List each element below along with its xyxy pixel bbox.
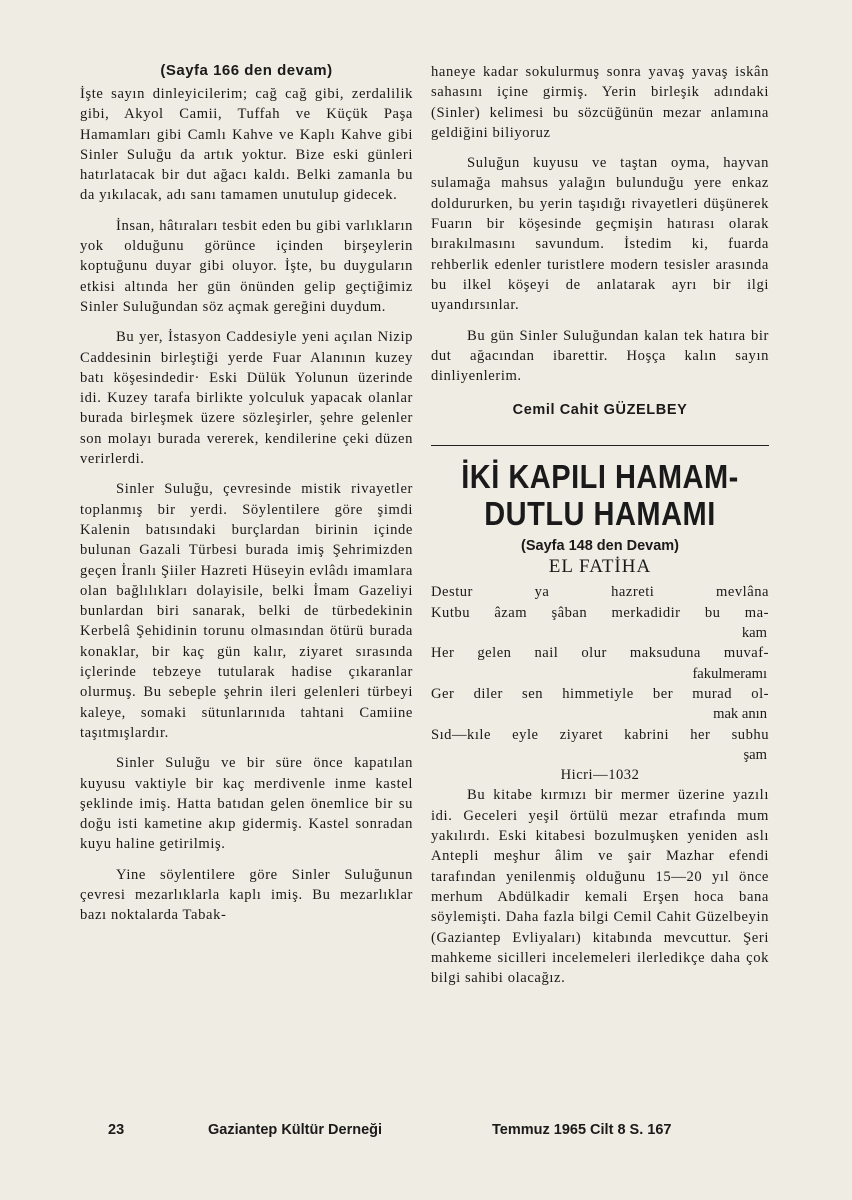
verse-continuation: şam bbox=[743, 746, 767, 763]
right-column bbox=[431, 62, 769, 988]
verse-continuation: fakulmeramı bbox=[692, 665, 767, 682]
page-number: 23 bbox=[108, 1122, 125, 1138]
article-title: İKİ KAPILI HAMAM-DUTLU HAMAMI bbox=[461, 459, 739, 534]
paragraph: İşte sayın dinleyicilerim; cağ cağ gibi, zerdalilik gibi, Akyol Camii, Tuffah ve Küçük Paşa Hamamları gibi Camlı Kahve ve Kaplı Kahve gibi Sinler Suluğu da artık yoktur. Bize eski günleri hatırlatacak bir dut ağacı kaldı. Belki zamanla bu da yıkılacak, adı sanı tamamen unutulup gidecek. bbox=[80, 86, 413, 204]
section-divider bbox=[431, 445, 769, 446]
paragraph: Bu yer, İstasyon Caddesiyle yeni açılan Nizip Caddesinin birleştiği yerde Fuar Alanının kuzey batı köşesindedir· Eski Dülük Yolunun üzerinde idi. Kuzey tarafa birlikte yolculuk yapacak olanlar burada birleşmek üzere sözleşirler, şehre gelenler son molayı burada vererek, kendilerine çeki düzen verirlerdi. bbox=[80, 329, 413, 468]
paragraph: İnsan, hâtıraları tesbit eden bu gibi varlıkların yok olduğunu görünce içinden birşeylerin koptuğunu duyar gibi oluyor. İşte, bu duyguların etkisi altında her gün önünden gelip geçtiğimiz Sinler Suluğundan söz açmak gereğini duydum. bbox=[80, 217, 413, 315]
continuation-note: (Sayfa 166 den devam) bbox=[160, 62, 333, 79]
verse-line: Kutbu âzam şâban merkadidir bu ma- bbox=[431, 604, 769, 621]
verse-line: Ger diler sen himmetiyle ber murad ol- bbox=[431, 685, 769, 702]
verse-line: Her gelen nail olur maksuduna muvaf- bbox=[431, 645, 769, 662]
verse-line: Sıd—kıle eyle ziyaret kabrini her subhu bbox=[431, 726, 769, 743]
issue-info: Temmuz 1965 Cilt 8 S. 167 bbox=[492, 1122, 672, 1138]
verse-continuation: mak anın bbox=[713, 706, 767, 723]
paragraph: Bu gün Sinler Suluğundan kalan tek hatıra bir dut ağacından ibarettir. Hoşça kalın sayın dinliyenlerim. bbox=[431, 327, 769, 385]
continuation-note: (Sayfa 148 den Devam) bbox=[521, 538, 679, 555]
verse-continuation: kam bbox=[741, 625, 767, 642]
left-column bbox=[80, 62, 413, 926]
author-signature: Cemil Cahit GÜZELBEY bbox=[512, 402, 688, 419]
paragraph: Suluğun kuyusu ve taştan oyma, hayvan sulamağa mahsus yalağın bulunduğu yere enkaz doldururken, bu yerin taşıdığı rivayetleri düşünerek Fuarın bir köşesinde geçmişin hatırası olarak bırakılmasını savundum. İstedim ki, fuarda rehberlik edenler turistlere modern tesisler arasında bu ilkel köşeyi de anlatarak ayrı bir ilgi uyandırsınlar. bbox=[431, 155, 769, 314]
inscription-verse bbox=[431, 582, 769, 765]
inscription-title: EL FATİHA bbox=[548, 556, 652, 578]
verse-line: Destur ya hazreti mevlâna bbox=[431, 584, 769, 601]
paragraph: Bu kitabe kırmızı bir mermer üzerine yazılı idi. Geceleri yeşil örtülü mezar etrafında mum yakılırdı. Eski kitabesi bozulmuşken yeniden aslı Antepli meşhur âlim ve şair Mazhar efendi tarafından yenilenmiş olduğunu 15—20 yıl önce merhum Abdülkadir kemali Erşen hoca bana söylemişti. Daha fazla bilgi Cemil Cahit Güzelbeyin (Gaziantep Evliyaları) kitabında mevcuttur. Şeri mahkeme sicilleri incelemeleri ilerledikçe daha çok bilgi sahibi olacağız. bbox=[431, 787, 769, 987]
paragraph: Yine söylentilere göre Sinler Suluğunun çevresi mezarlıklarla kaplı imiş. Bu mezarlıklar bazı noktalarda Tabak- bbox=[80, 866, 413, 924]
publisher-name: Gaziantep Kültür Derneği bbox=[208, 1122, 383, 1138]
paragraph: Sinler Suluğu, çevresinde mistik rivayetler toplanmış bir yerdi. Söylentilere göre şimdi Kalenin batısındaki burçlardan birinin içinde bulunan Gazali Türbesi burada imiş Şehrimizden geçen İranlı Şiiler Hazreti Hüseyin evlâdı imamlara olan bağlılıkları dolayisile, belki İmam Gazeliyi bunlardan biri sanarak, belki de türbedekinin Kerbelâ Şehidinin torunu olmasından ötürü burada konaklar, bir kaç gün kalır, ziyaret sırasında içlerinde tebzeye tutularak hadise çıkaranlar olurmuş. Bu sebeple şehrin ileri gelenleri türbeyi kaleye, somaki sütunlarınıda tahtani Camiine taşıtmışlardır. bbox=[80, 481, 413, 741]
page-footer bbox=[80, 1122, 770, 1144]
paragraph: haneye kadar sokulurmuş sonra yavaş yavaş iskân sahasını içine girmiş. Yerin birleşik adındaki (Sinler) kelimesi bu sözcüğünün mezar anlamına geldiğini biliyoruz bbox=[431, 64, 769, 141]
inscription-date: Hicri—1032 bbox=[560, 767, 640, 784]
paragraph: Sinler Suluğu ve bir süre önce kapatılan kuyusu vaktiyle bir kaç merdivenle inme kastel şeklinde imiş. Hatta batıdan gelen önemlice bir su doğu isti kametine akıp gidermiş. Kastel sonradan kuyu haline getirilmiş. bbox=[80, 755, 413, 853]
